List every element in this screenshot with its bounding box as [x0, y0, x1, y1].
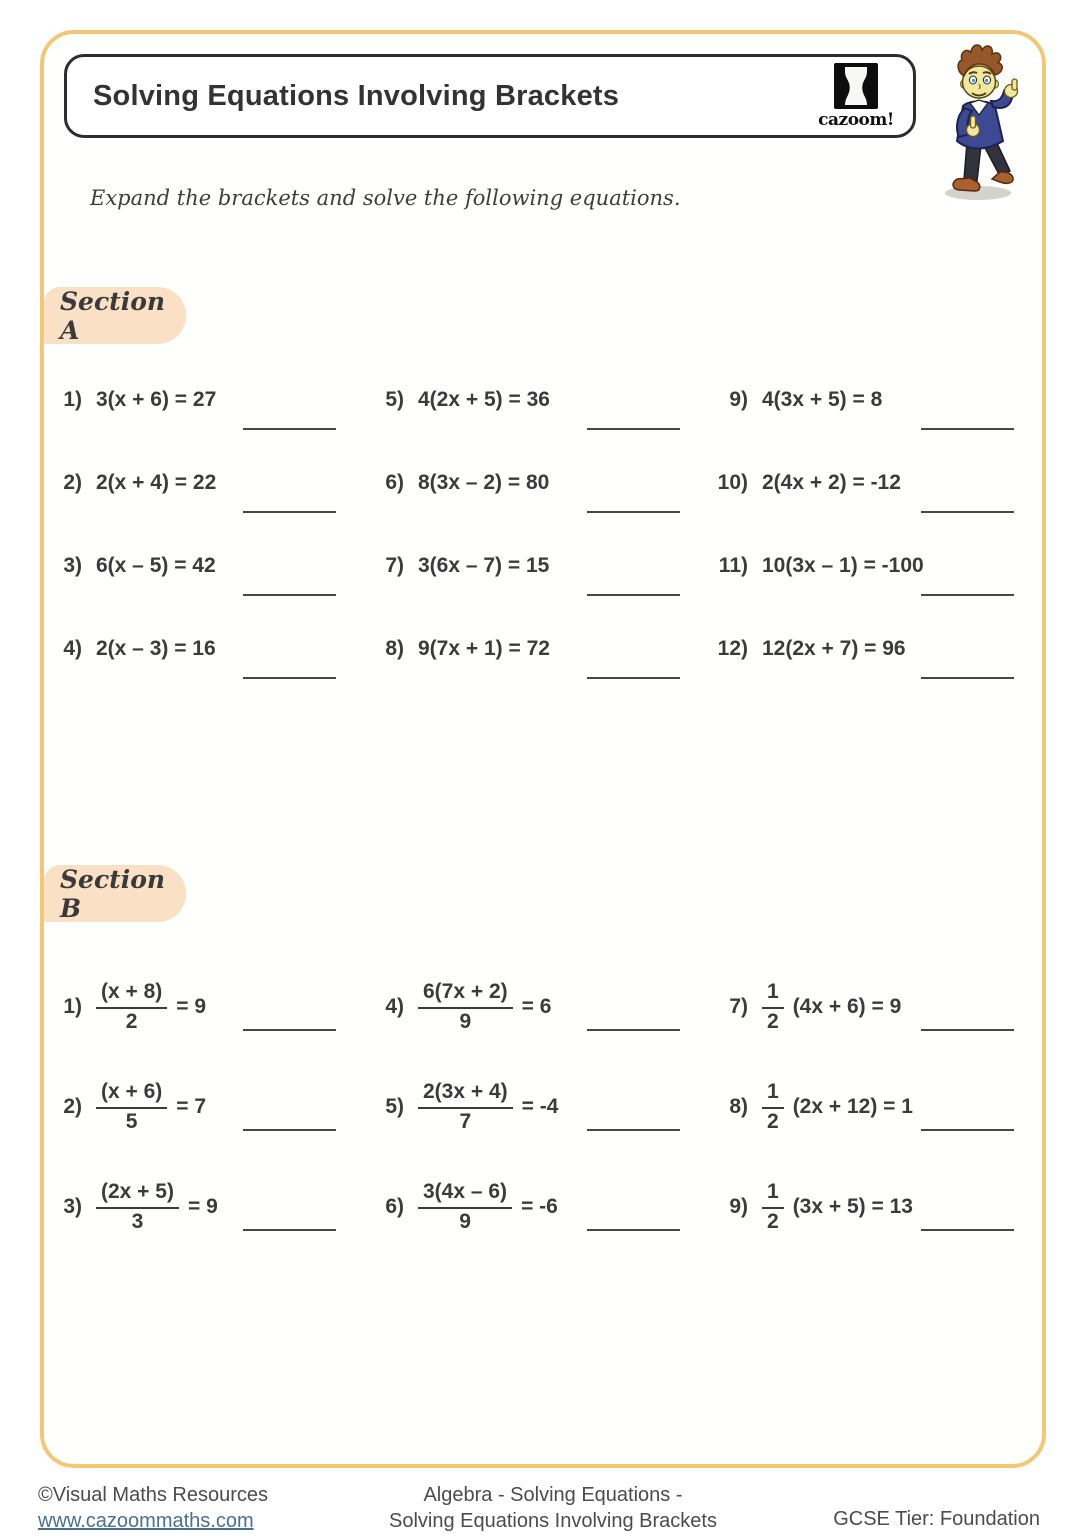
fraction: [418, 1080, 513, 1133]
fraction-denominator: 9: [459, 1009, 472, 1033]
goblet-icon: [834, 63, 878, 109]
equation-text: 3(x + 6) = 27: [96, 388, 217, 411]
problem-number: 6): [385, 471, 404, 494]
problem-a-8: [366, 631, 710, 714]
answer-line: [587, 1029, 680, 1031]
footer-topic-line2: Solving Equations Involving Brackets: [389, 1510, 717, 1532]
answer-line: [243, 1229, 336, 1231]
fraction-numerator: 1: [762, 1180, 784, 1208]
fraction-denominator: 2: [767, 1209, 779, 1233]
equation-text: 3(6x – 7) = 15: [418, 554, 550, 577]
mascot-boy-illustration: [926, 44, 1038, 202]
problem-a-9: [710, 382, 1044, 465]
answer-line: [921, 1229, 1014, 1231]
answer-line: [587, 511, 680, 513]
equation-text: 2(4x + 2) = -12: [762, 471, 901, 494]
problem-b-8: [710, 1072, 1044, 1172]
problem-a-7: [366, 548, 710, 631]
answer-line: [587, 428, 680, 430]
fraction: [762, 1180, 784, 1233]
section-a-badge: [44, 287, 186, 344]
equation-rhs: = 6: [521, 995, 552, 1018]
equation-rhs: (2x + 12) = 1: [792, 1095, 913, 1118]
equation-text: 4(3x + 5) = 8: [762, 388, 883, 411]
problem-b-3: [44, 1172, 366, 1272]
problem-number: 4): [63, 637, 82, 660]
cazoom-logo: [813, 63, 899, 130]
problem-number: 3): [63, 1195, 82, 1218]
fraction-numerator: 1: [762, 1080, 784, 1108]
fraction: [762, 1080, 784, 1133]
problem-a-5: [366, 382, 710, 465]
equation-rhs: (3x + 5) = 13: [792, 1195, 913, 1218]
fraction-denominator: 2: [125, 1009, 138, 1033]
answer-line: [587, 1229, 680, 1231]
section-b-label: Section B: [60, 864, 166, 923]
cazoommaths-link[interactable]: www.cazoommaths.com: [38, 1510, 254, 1532]
problem-number: 9): [729, 1195, 748, 1218]
problem-number: 3): [63, 554, 82, 577]
problem-b-1: [44, 972, 366, 1072]
section-a-label: Section A: [60, 286, 166, 345]
fraction-numerator: (x + 6): [96, 1080, 167, 1108]
fraction: [762, 980, 784, 1033]
equation-rhs: = -4: [521, 1095, 559, 1118]
equation-text: 6(x – 5) = 42: [96, 554, 216, 577]
equation-rhs: = 9: [176, 995, 207, 1018]
problem-number: 7): [729, 995, 748, 1018]
problem-number: 2): [63, 1095, 82, 1118]
problem-number: 5): [385, 388, 404, 411]
equation-rhs: = -6: [521, 1195, 558, 1218]
section-b-badge: [44, 865, 186, 922]
problem-number: 7): [385, 554, 404, 577]
problem-b-9: [710, 1172, 1044, 1272]
problem-number: 5): [385, 1095, 404, 1118]
answer-line: [921, 511, 1014, 513]
problem-number: 1): [63, 388, 82, 411]
problem-b-2: [44, 1072, 366, 1172]
answer-line: [921, 1029, 1014, 1031]
equation-text: 12(2x + 7) = 96: [762, 637, 906, 660]
answer-line: [587, 594, 680, 596]
equation-text: 2(x + 4) = 22: [96, 471, 217, 494]
fraction-denominator: 7: [459, 1109, 472, 1133]
footer-attribution: [38, 1482, 268, 1534]
problem-number: 9): [729, 388, 748, 411]
equation-text: 2(x – 3) = 16: [96, 637, 216, 660]
answer-line: [587, 1129, 680, 1131]
footer-topic-line1: Algebra - Solving Equations -: [423, 1484, 683, 1506]
problem-number: 1): [63, 995, 82, 1018]
page-title: Solving Equations Involving Brackets: [93, 79, 620, 112]
problem-a-1: [44, 382, 366, 465]
fraction-numerator: 1: [762, 980, 784, 1008]
answer-line: [243, 428, 336, 430]
answer-line: [243, 1129, 336, 1131]
problem-b-6: [366, 1172, 710, 1272]
problem-a-2: [44, 465, 366, 548]
worksheet-title-box: [64, 54, 916, 138]
answer-line: [921, 1129, 1014, 1131]
answer-line: [243, 511, 336, 513]
problem-a-4: [44, 631, 366, 714]
problem-number: 10): [717, 471, 748, 494]
answer-line: [921, 677, 1014, 679]
fraction: [96, 1080, 167, 1133]
answer-line: [921, 428, 1014, 430]
cazoom-logo-text: cazoom!: [818, 109, 894, 130]
equation-rhs: = 7: [176, 1095, 207, 1118]
fraction-numerator: (x + 8): [96, 980, 167, 1008]
answer-line: [243, 677, 336, 679]
problem-a-6: [366, 465, 710, 548]
fraction-numerator: 2(3x + 4): [418, 1080, 513, 1108]
fraction-denominator: 2: [767, 1109, 779, 1133]
fraction: [418, 1180, 512, 1233]
equation-rhs: (4x + 6) = 9: [792, 995, 902, 1018]
problem-a-3: [44, 548, 366, 631]
fraction-denominator: 3: [131, 1209, 144, 1233]
problem-b-5: [366, 1072, 710, 1172]
problem-a-10: [710, 465, 1044, 548]
answer-line: [243, 1029, 336, 1031]
answer-line: [921, 594, 1014, 596]
equation-rhs: = 9: [187, 1195, 218, 1218]
problem-number: 6): [385, 1195, 404, 1218]
problem-number: 8): [729, 1095, 748, 1118]
fraction-numerator: 6(7x + 2): [418, 980, 513, 1008]
problem-b-7: [710, 972, 1044, 1072]
problem-number: 8): [385, 637, 404, 660]
equation-text: 8(3x – 2) = 80: [418, 471, 550, 494]
section-a-problem-grid: [44, 382, 1044, 714]
worksheet-instruction: Expand the brackets and solve the following equations.: [90, 186, 681, 210]
fraction: [418, 980, 513, 1033]
fraction: [96, 980, 167, 1033]
fraction-denominator: 9: [459, 1209, 471, 1233]
problem-number: 12): [717, 637, 748, 660]
problem-a-11: [710, 548, 1044, 631]
problem-b-4: [366, 972, 710, 1072]
fraction-numerator: (2x + 5): [96, 1180, 179, 1208]
problem-number: 4): [385, 995, 404, 1018]
equation-text: 4(2x + 5) = 36: [418, 388, 550, 411]
problem-number: 2): [63, 471, 82, 494]
answer-line: [243, 594, 336, 596]
fraction-denominator: 2: [767, 1009, 779, 1033]
footer-tier: GCSE Tier: Foundation: [833, 1508, 1040, 1530]
section-b-problem-grid: [44, 972, 1044, 1272]
fraction-numerator: 3(4x – 6): [418, 1180, 512, 1208]
fraction-denominator: 5: [125, 1109, 138, 1133]
fraction: [96, 1180, 179, 1233]
equation-text: 9(7x + 1) = 72: [418, 637, 550, 660]
problem-number: 11): [718, 554, 748, 577]
problem-a-12: [710, 631, 1044, 714]
equation-text: 10(3x – 1) = -100: [762, 554, 924, 577]
footer-topic: [293, 1482, 813, 1534]
copyright-text: ©Visual Maths Resources: [38, 1484, 269, 1506]
answer-line: [587, 677, 680, 679]
